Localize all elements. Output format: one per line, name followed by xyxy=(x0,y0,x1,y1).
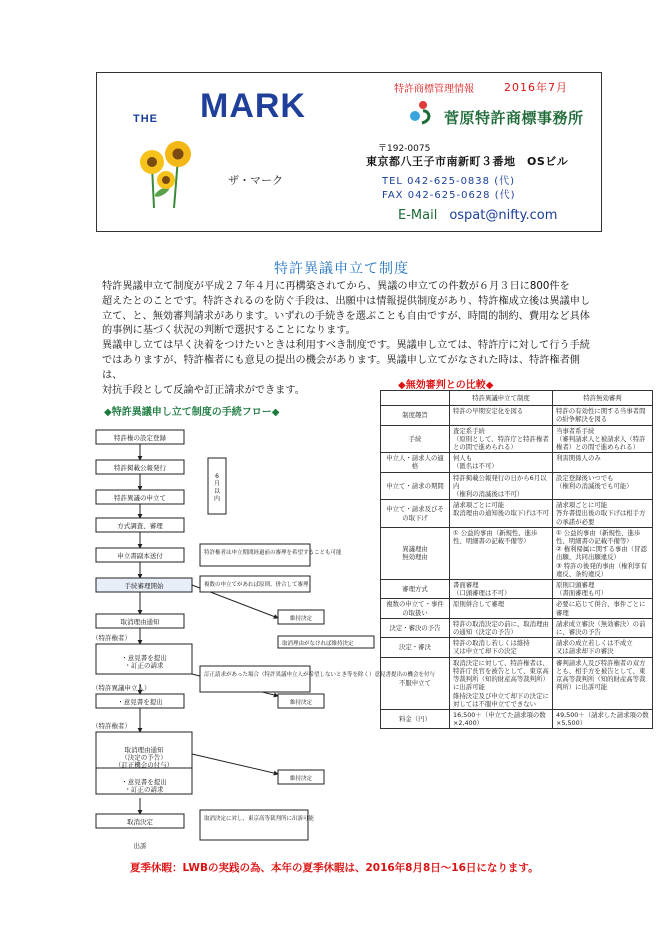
flow-note: 維持決定 xyxy=(289,700,313,706)
email-label: E-Mail xyxy=(398,208,438,223)
table-cell: 査定系手続 （原則として、特許庁と特許権者との間で進められる） xyxy=(450,425,553,453)
issue-date: 2016年7月 xyxy=(504,81,568,94)
body-line: 超えたとのことです。特許されるのを防ぐ手段は、出願中は情報提供制度があり、特許権成立後は異議申し xyxy=(102,295,591,307)
table-cell: ① 公益的事由（新規性、進歩性、明細書の記載不備等） ② 権利帰属に関する事由（冒認出願、共同出願違反） ③ 特許の後発的事由（権利享有違反、条約違反） xyxy=(553,527,653,579)
postal-code: 〒192-0075 xyxy=(378,144,431,154)
issue-label: 特許商標管理情報 xyxy=(394,84,474,95)
flow-step: 方式調査、審理 xyxy=(117,522,163,530)
table-cell: 請求項ごとに可能 答弁書提出後の取下げは相手方の承諾が必要 xyxy=(553,500,653,528)
flow-step: ・意見書を提出・訂正の請求 xyxy=(121,654,167,670)
table-cell: 特許の取消し若しくは維持 又は申立て却下の決定 xyxy=(450,638,553,657)
flow-note: 維持決定 xyxy=(289,616,313,622)
body-line: 対抗手段として反論や訂正請求ができます。 xyxy=(102,384,305,396)
flow-heading: ◆特許異議申し立て制度の手続フロー◆ xyxy=(104,407,280,418)
fax: FAX 042-625-0628 (代) xyxy=(382,190,516,201)
table-cell: 取消決定に対して、特許権者は、特許庁長官を被告として、東京高等裁判所（知的財産高等裁判所）に出訴可能 維持決定及び申立て却下の決定に対しては不服申立てできない xyxy=(450,657,553,709)
email-row xyxy=(398,208,557,223)
table-cell: 請求の成立若しくは不成立 又は請求却下の審決 xyxy=(553,638,653,657)
table-row xyxy=(381,618,653,637)
row-header: 審理方式 xyxy=(381,580,450,599)
flow-note-box xyxy=(200,666,310,692)
table-cell: 審判請求人及び特許権者の双方とも、相手方を被告として、東京高等裁判所（知的財産高等裁判所）に出訴可能 xyxy=(553,657,653,709)
firm-logo-icon xyxy=(406,96,436,126)
table-cell: 特許掲載公報発行の日から6月以内 （権利の消滅後は不可） xyxy=(450,472,553,500)
table-row xyxy=(381,657,653,709)
flow-step: 特許異議の申立て xyxy=(114,494,166,502)
table-cell: 16,500＋（申立てた請求項の数×2,400） xyxy=(450,709,553,728)
table-row xyxy=(381,500,653,528)
flow-note: 取消理由がなければ維持決定 xyxy=(282,641,354,647)
table-cell: 49,500＋（請求した請求項の数×5,500） xyxy=(553,709,653,728)
article-body xyxy=(102,280,600,398)
flow-step: 取消理由通知 xyxy=(120,618,160,626)
row-header: 申立て・請求の期間 xyxy=(381,472,450,500)
flow-step: 申立書副本送付 xyxy=(117,552,163,560)
table-row xyxy=(381,406,653,425)
row-header: 複数の申立て・事件の取扱い xyxy=(381,599,450,618)
row-header: 異議理由 無効理由 xyxy=(381,527,450,579)
row-header: 決定・審決 xyxy=(381,638,450,657)
flow-party-label: （特許権者） xyxy=(92,722,131,730)
table-cell: 特許の有効性に関する当事者間の紛争解決を図る xyxy=(553,406,653,425)
body-line: 特許異議申立て制度が平成２７年４月に再構築されてから、異議の申立ての件数が６月３日に800件を xyxy=(102,281,570,292)
table-row xyxy=(381,425,653,453)
row-header: 決定・審決の予告 xyxy=(381,618,450,637)
table-cell: ① 公益的事由（新規性、進歩性、明細書の記載不備等） xyxy=(450,527,553,579)
table-cell: 原則併合して審理 xyxy=(450,599,553,618)
row-header: 不服申立て xyxy=(381,657,450,709)
logo-mark: MARK xyxy=(200,87,306,125)
flow-note: 取消決定に対し、東京高等裁判所に出訴可能 xyxy=(204,816,315,822)
flow-step: ・意見書を提出 xyxy=(117,698,163,706)
logo-the: THE xyxy=(133,113,158,125)
table-cell: 請求成立審決（無効審決）の前に、審決の予告 xyxy=(553,618,653,637)
holiday-notice: 夏季休暇：LWBの実践の為、本年の夏季休暇は、2016年8月8日～16日になります。 xyxy=(130,862,539,874)
table-cell: 何人も （匿名は不可） xyxy=(450,453,553,472)
sunflower-illustration xyxy=(134,136,198,208)
article-title: 特許異議申立て制度 xyxy=(274,261,409,277)
column-header: 特許異議申立て制度 xyxy=(450,391,553,406)
table-cell: 原則口頭審理 （書面審理も可） xyxy=(553,580,653,599)
table-cell: 特許の早期安定化を図る xyxy=(450,406,553,425)
flow-party-label: （特許異議申立人） xyxy=(92,684,151,692)
row-header: 手続 xyxy=(381,425,450,453)
table-cell: 書面審理 （口頭審理は不可） xyxy=(450,580,553,599)
table-row xyxy=(381,453,653,472)
flow-note: 複数の申立てがあれば原則、併合して審理 xyxy=(204,582,309,588)
table-header-row xyxy=(381,391,653,406)
table-cell: 必要に応じて併合、事件ごとに審理 xyxy=(553,599,653,618)
table-cell: 特許の取消決定の前に、取消理由の通知（決定の予告） xyxy=(450,618,553,637)
table-row xyxy=(381,599,653,618)
body-line: ではありますが、特許権者にも意見の提出の機会があります。異議申し立てがなされた時は、特許権者側は、 xyxy=(102,354,580,381)
flow-side-label: 6 月以内 xyxy=(213,473,221,503)
flow-party-label: （特許権者） xyxy=(92,634,131,642)
table-row xyxy=(381,472,653,500)
body-line: 異議申し立ては早く決着をつけたいときは利用すべき制度です。異議申し立ては、特許庁に対して行う手続 xyxy=(102,340,590,352)
body-line: 立て、と、無効審判請求があります。いずれの手続きを選ぶことも自由ですが、時間的制約、費用など具体 xyxy=(102,310,590,322)
flow-step: ・意見書を提出・訂正の請求 xyxy=(121,778,167,794)
flow-note: 訂正請求があった場合（特許異議申立人が希望しないとき等を除く）意見書提出の機会を付与 xyxy=(204,672,435,678)
table-row xyxy=(381,527,653,579)
flow-note-box xyxy=(200,810,308,840)
flow-step: 手続審理開始 xyxy=(124,582,164,590)
email-link[interactable]: ospat@nifty.com xyxy=(449,208,558,223)
flow-note: 特許権者は申立期間経過前の審理を希望することも可能 xyxy=(204,550,342,556)
row-header: 制度趣旨 xyxy=(381,406,450,425)
body-line: 的事例に基づく状況の判断で選択することになります。 xyxy=(102,325,356,337)
flow-step: 特許権の設定登録 xyxy=(114,434,166,442)
comparison-table xyxy=(380,390,653,729)
table-cell: 利害関係人のみ xyxy=(553,453,653,472)
logo-kana: ザ・マーク xyxy=(228,174,283,187)
column-header xyxy=(381,391,450,406)
row-header: 申立人・請求人の適格 xyxy=(381,453,450,472)
table-cell: 設定登録後いつでも （権利の消滅後でも可能） xyxy=(553,472,653,500)
table-row xyxy=(381,709,653,728)
table-row xyxy=(381,580,653,599)
flow-step: 特許掲載公報発行 xyxy=(114,464,166,472)
column-header: 特許無効審判 xyxy=(553,391,653,406)
flow-step: 取消決定 xyxy=(127,818,153,826)
address: 東京都八王子市南新町３番地 OSビル xyxy=(366,155,569,168)
table-row xyxy=(381,638,653,657)
row-header: 料金（円） xyxy=(381,709,450,728)
comparison-heading: ◆無効審判との比較◆ xyxy=(398,380,494,391)
phone: TEL 042-625-0838 (代) xyxy=(382,176,515,187)
flow-step: 出訴 xyxy=(133,842,147,850)
table-cell: 請求項ごとに可能 取消理由の通知後の取下げは不可 xyxy=(450,500,553,528)
flow-step: 取消理由通知（決定の予告）（訂正機会の付与） xyxy=(114,746,174,769)
table-cell: 当事者系手続 （審判請求人と被請求人（特許権者）との間で進められる） xyxy=(553,425,653,453)
flow-note: 維持決定 xyxy=(289,776,313,782)
firm-name: 菅原特許商標事務所 xyxy=(444,109,584,127)
row-header: 申立て・請求及びその取下げ xyxy=(381,500,450,528)
